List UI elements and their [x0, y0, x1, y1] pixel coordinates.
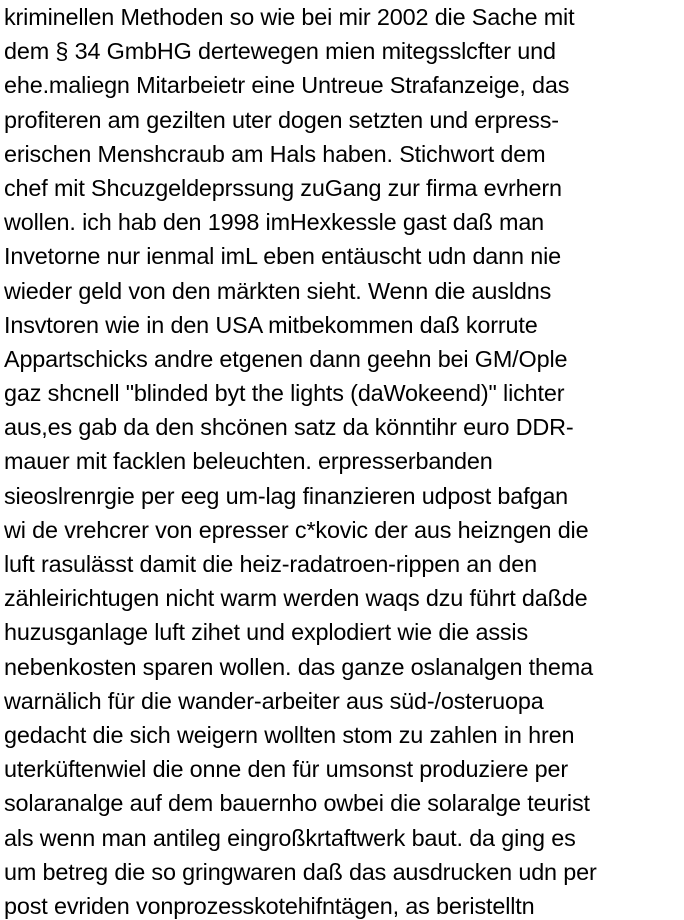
text-line: kriminellen Methoden so wie bei mir 2002 die Sache mit — [4, 4, 575, 30]
text-line: uterküftenwiel die onne den für umsonst produziere per — [4, 756, 569, 783]
text-line: solaranalge auf dem bauernho owbei die solaralge teurist — [4, 790, 590, 817]
text-line: luft rasulässt damit die heiz-radatroen-rippen an den — [4, 551, 537, 577]
text-line: wieder geld von den märkten sieht. Wenn die ausldns — [4, 277, 552, 304]
text-line: ehe.maliegn Mitarbeietr eine Untreue Strafanzeige, das — [4, 72, 570, 99]
text-line: huzusganlage luft zihet und explodiert wie die assis — [4, 619, 529, 646]
body-text — [4, 0, 684, 920]
text-line: chef mit Shcuzgeldeprssung zuGang zur firma evrhern — [4, 174, 562, 201]
text-line: nebenkosten sparen wollen. das ganze oslanalgen thema — [4, 653, 593, 680]
text-line: mauer mit facklen beleuchten. erpresserbanden — [4, 448, 493, 475]
text-line: um betreg die so gringwaren daß das ausdrucken udn per — [4, 858, 597, 885]
text-line: sieoslrenrgie per eeg um-lag finanzieren udpost bafgan — [4, 482, 569, 509]
text-line: erischen Menshcraub am Hals haben. Stichwort dem — [4, 140, 546, 167]
text-line: Appartschicks andre etgenen dann geehn bei GM/Ople — [4, 345, 568, 372]
text-line: zähleirichtugen nicht warm werden waqs dzu führt daßde — [4, 585, 588, 612]
text-line: als wenn man antileg eingroßkrtaftwerk baut. da ging es — [4, 824, 576, 851]
text-line: gedacht die sich weigern wollten stom zu zahlen in hren — [4, 721, 575, 748]
text-line: warnälich für die wander-arbeiter aus süd-/osteruopa — [4, 687, 544, 714]
text-line: wi de vrehcrer von epresser c*kovic der aus heizngen die — [4, 516, 589, 543]
text-line: Invetorne nur ienmal imL eben entäuscht udn dann nie — [4, 243, 561, 270]
text-line: dem § 34 GmbHG dertewegen mien mitegsslcfter und — [4, 38, 556, 65]
text-line: gaz shcnell "blinded byt the lights (daWokeend)" lichter — [4, 380, 565, 407]
text-line: Insvtoren wie in den USA mitbekommen daß korrute — [4, 311, 538, 338]
text-line: wollen. ich hab den 1998 imHexkessle gast daß man — [4, 209, 545, 236]
text-line: post evriden vonprozesskotehifntägen, as beristelltn — [4, 892, 535, 919]
text-line: profiteren am gezilten uter dogen setzten und erpress- — [4, 106, 559, 133]
text-line: aus,es gab da den shcönen satz da könntihr euro DDR- — [4, 414, 574, 441]
